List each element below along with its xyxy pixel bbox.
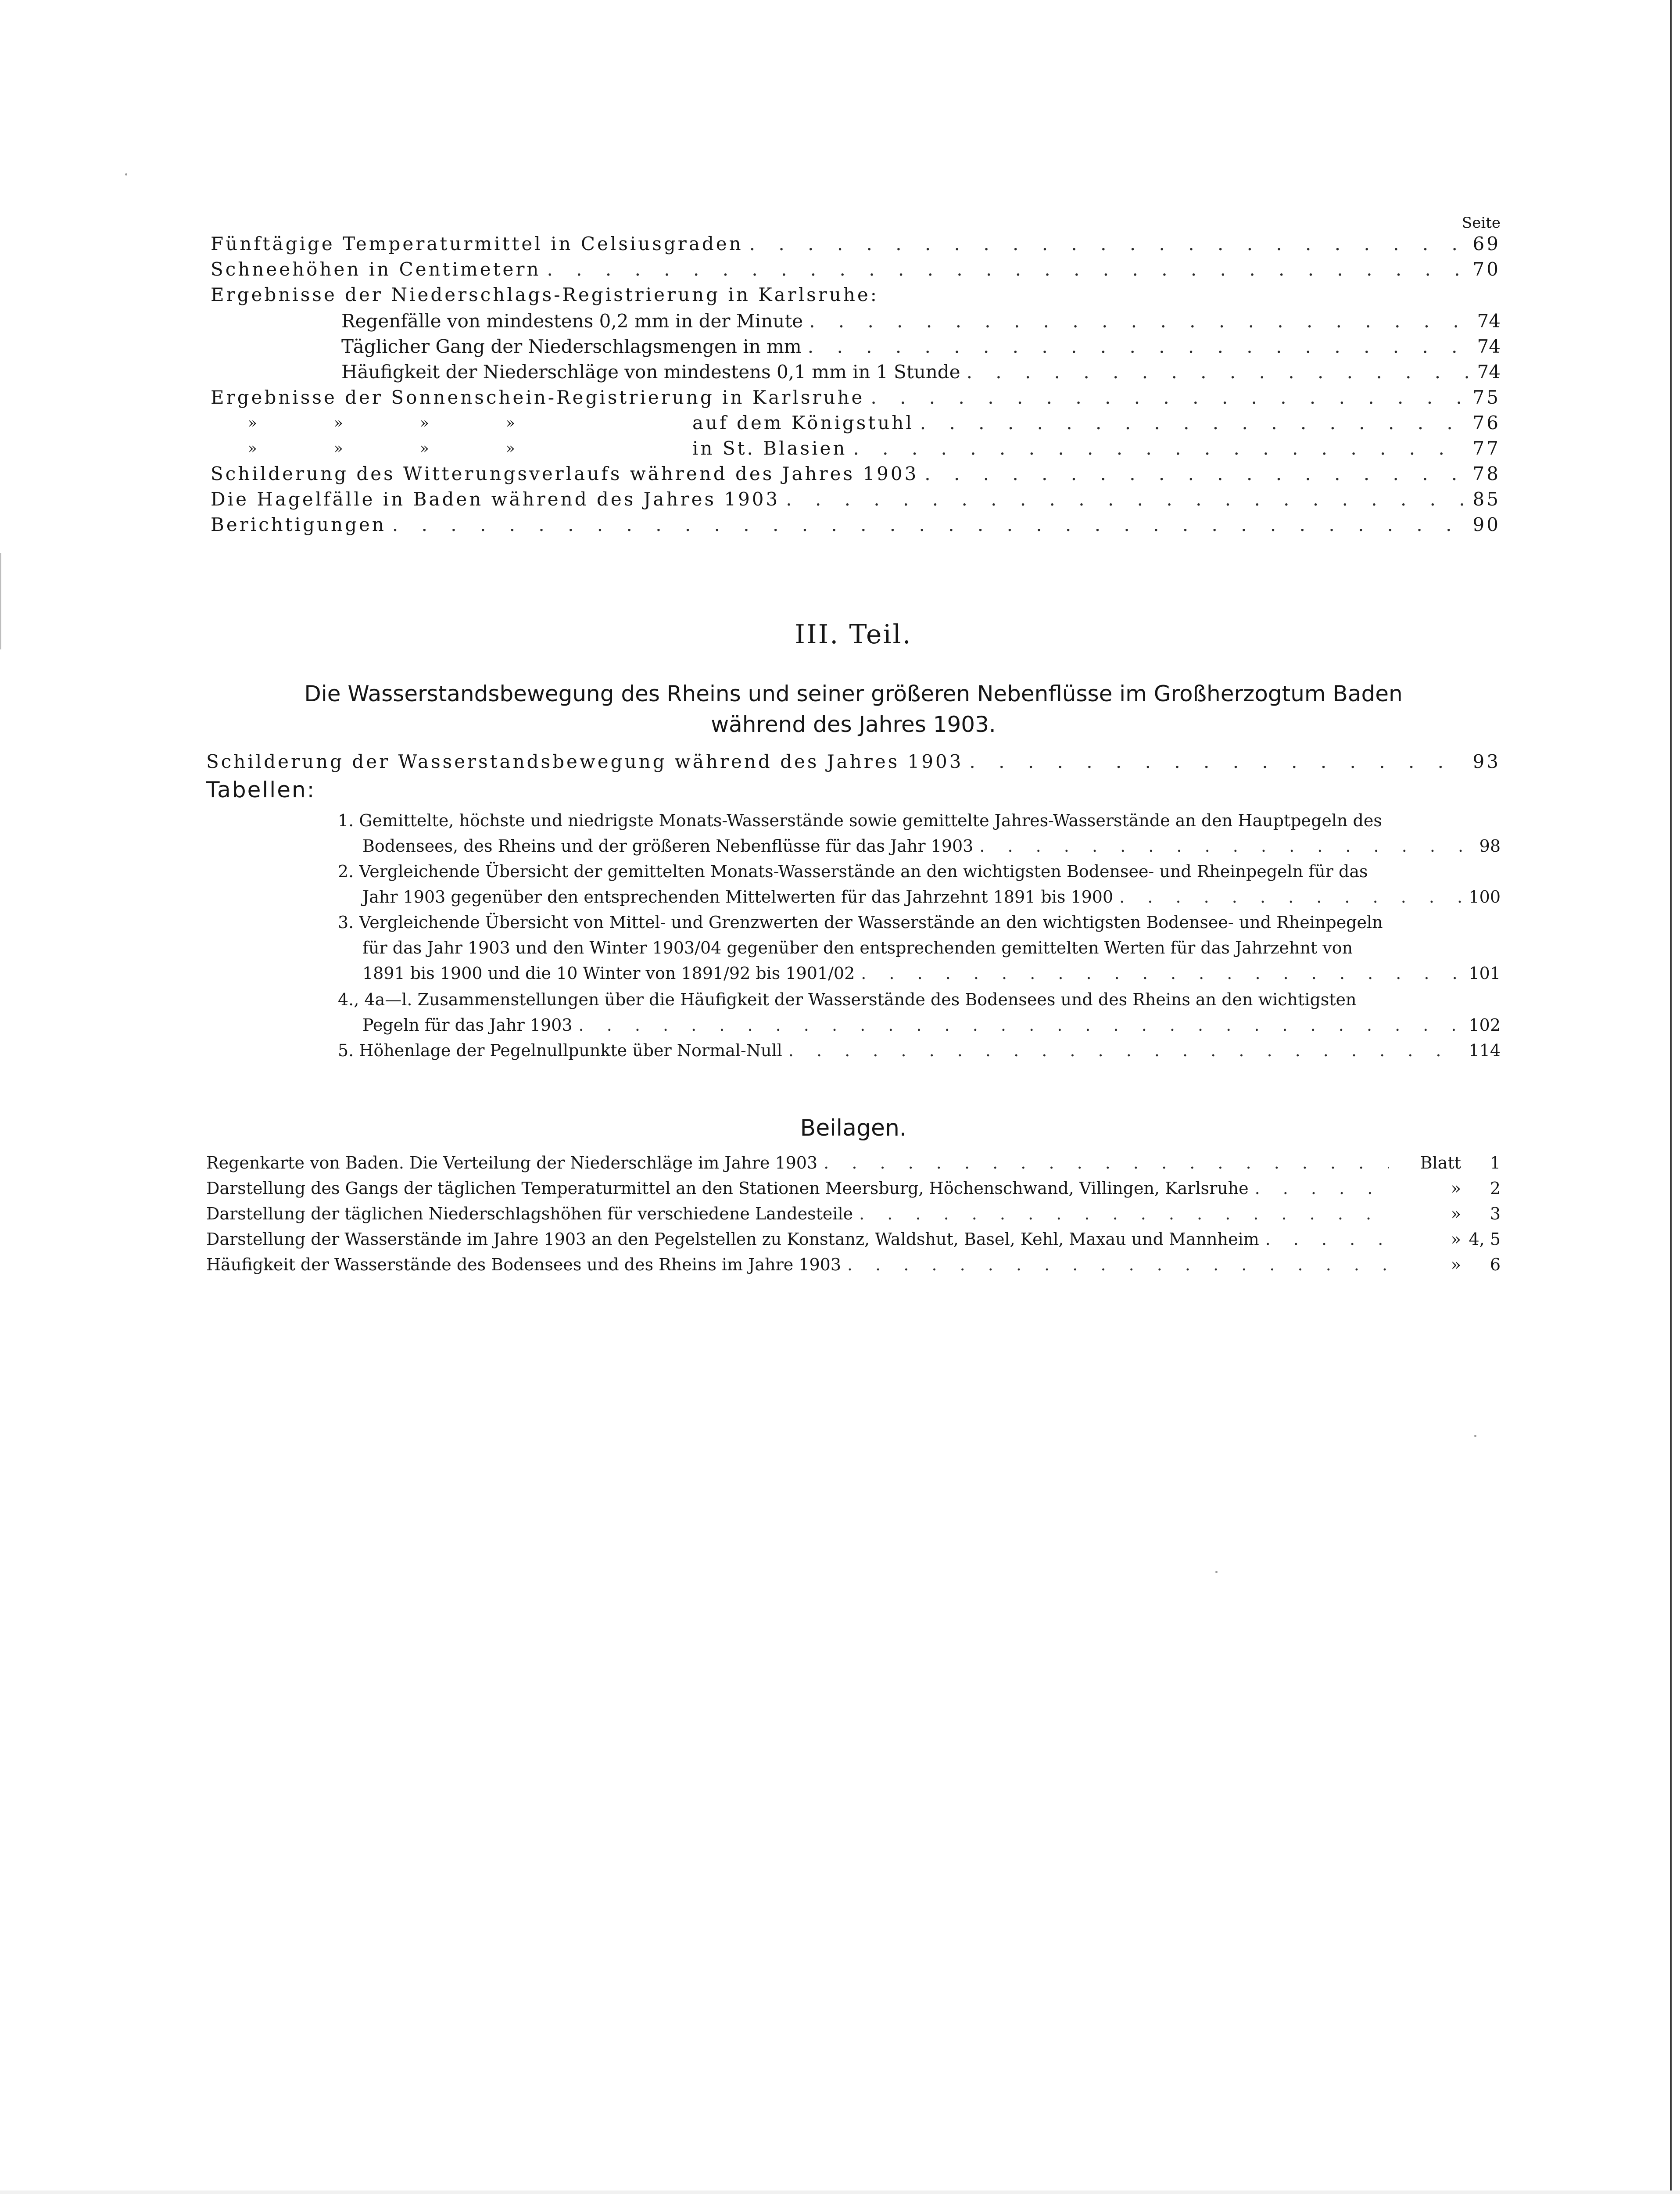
toc-entry-text: Ergebnisse der Sonnenschein-Registrierung in Karlsruhe	[211, 387, 865, 408]
ditto-mark: »	[334, 440, 343, 457]
table-entry-line: 4., 4a—l. Zusammenstellungen über die Häufigkeit der Wasserstände des Bodensees und des Rheins an den wichtigsten	[338, 990, 1357, 1009]
leader-dots	[859, 1201, 1389, 1226]
table-entry	[362, 1013, 1501, 1037]
supplement-entry	[206, 1151, 1501, 1175]
toc-entry	[211, 385, 1501, 410]
leader-dots	[1265, 1227, 1389, 1251]
table-entry-line: 1. Gemittelte, höchste und niedrigste Monats-Wasserstände sowie gemittelte Jahres-Wasserstände an den Hauptpegeln des	[338, 811, 1382, 830]
table-entry-text: Bodensees, des Rheins und der größeren Nebenflüsse für das Jahr 1903	[362, 836, 974, 856]
table-entry-line: 3. Vergleichende Übersicht von Mittel- und Grenzwerten der Wasserstände an den wichtigsten Bodensee- und Rheinpegeln	[338, 913, 1383, 932]
beilagen-heading: Beilagen.	[800, 1115, 907, 1141]
toc-page-number: 93	[1472, 751, 1501, 772]
toc-subentry	[341, 334, 1501, 359]
toc-entry	[211, 283, 1501, 307]
supplement-text: Darstellung der täglichen Niederschlagshöhen für verschiedene Landesteile	[206, 1204, 853, 1223]
leader-dots	[809, 309, 1471, 333]
toc-entry	[211, 487, 1501, 512]
part-title-line: während des Jahres 1903.	[711, 712, 996, 737]
leader-dots	[861, 961, 1462, 986]
leader-dots	[749, 232, 1467, 256]
supplement-text: Darstellung des Gangs der täglichen Temperaturmittel an den Stationen Meersburg, Höchenschwand, Villingen, Karlsruhe	[206, 1179, 1249, 1198]
ditto-marks	[248, 411, 592, 435]
ditto-mark: »	[248, 440, 257, 457]
toc-entry	[692, 436, 1501, 461]
table-entry	[362, 834, 1501, 858]
supplement-sheet: 3	[1490, 1204, 1501, 1223]
leader-dots	[547, 257, 1466, 282]
table-entry-line: für das Jahr 1903 und den Winter 1903/04 gegenüber den entsprechenden gemittelten Werten für das Jahrzehnt von	[362, 938, 1353, 957]
supplement-marker: »	[1451, 1255, 1461, 1274]
toc-entry	[211, 232, 1501, 256]
toc-subentry	[341, 309, 1501, 333]
table-entry	[362, 961, 1501, 986]
toc-entry	[211, 257, 1501, 282]
leader-dots	[1119, 885, 1462, 909]
toc-entry-text: Die Hagelfälle in Baden während des Jahres 1903	[211, 488, 780, 510]
leader-dots	[920, 411, 1467, 435]
leader-dots	[853, 436, 1466, 461]
ditto-mark: »	[420, 414, 429, 432]
toc-page-number: 85	[1472, 488, 1501, 510]
supplement-sheet: 6	[1490, 1255, 1501, 1274]
part-title-line: Die Wasserstandsbewegung des Rheins und seiner größeren Nebenflüsse im Großherzogtum Baden	[304, 681, 1403, 706]
toc-page-number: 74	[1477, 336, 1501, 357]
table-entry	[338, 1038, 1501, 1063]
scan-speck	[1474, 1435, 1476, 1437]
table-entry	[362, 885, 1501, 909]
leader-dots	[870, 385, 1466, 410]
toc-entry-text: Schneehöhen in Centimetern	[211, 258, 541, 280]
table-entry-text: 5. Höhenlage der Pegelnullpunkte über Normal-Null	[338, 1041, 782, 1060]
toc-entry	[211, 513, 1501, 537]
toc-entry	[692, 411, 1501, 435]
leader-dots	[969, 749, 1466, 774]
toc-page-number: 90	[1472, 514, 1501, 535]
toc-subentry	[341, 360, 1501, 384]
toc-entry	[211, 462, 1501, 486]
toc-entry	[206, 749, 1501, 774]
ditto-mark: »	[248, 414, 257, 432]
supplement-marker: »	[1451, 1204, 1461, 1223]
toc-entry-text: in St. Blasien	[692, 437, 847, 459]
toc-entry-text: Ergebnisse der Niederschlags-Registrierung in Karlsruhe:	[211, 284, 879, 305]
leader-dots	[824, 1151, 1389, 1175]
supplement-sheet: 1	[1490, 1153, 1501, 1172]
leader-dots	[924, 462, 1466, 486]
toc-entry-text: Schilderung des Witterungsverlaufs während des Jahres 1903	[211, 463, 919, 484]
toc-page-number: 75	[1472, 387, 1501, 408]
leader-dots	[788, 1038, 1463, 1063]
toc-entry-text: Täglicher Gang der Niederschlagsmengen in mm	[341, 336, 802, 357]
scan-edge-right	[1670, 0, 1672, 2194]
supplement-marker: »	[1451, 1230, 1461, 1249]
leader-dots	[786, 487, 1466, 512]
table-entry-text: 1891 bis 1900 und die 10 Winter von 1891/92 bis 1901/02	[362, 964, 855, 983]
ditto-marks	[248, 436, 592, 461]
supplement-entry	[206, 1176, 1501, 1201]
table-page-number: 101	[1469, 964, 1501, 983]
leader-dots	[847, 1252, 1389, 1277]
table-entry-line: 2. Vergleichende Übersicht der gemittelten Monats-Wasserstände an den wichtigsten Bodensee- und Rheinpegeln für das	[338, 862, 1368, 881]
tabellen-heading: Tabellen:	[206, 777, 316, 803]
supplement-entry	[206, 1201, 1501, 1226]
table-entry-text: Jahr 1903 gegenüber den entsprechenden Mittelwerten für das Jahrzehnt 1891 bis 1900	[362, 887, 1114, 907]
toc-page-number: 76	[1472, 412, 1501, 434]
supplement-marker: »	[1451, 1179, 1461, 1198]
supplement-entry	[206, 1252, 1501, 1277]
toc-entry-text: auf dem Königstuhl	[692, 412, 914, 434]
leader-dots	[1255, 1176, 1389, 1201]
toc-entry-text: Schilderung der Wasserstandsbewegung während des Jahres 1903	[206, 751, 964, 772]
table-page-number: 98	[1479, 836, 1501, 856]
toc-page-number: 74	[1477, 361, 1501, 383]
supplement-marker: Blatt	[1420, 1153, 1461, 1172]
leader-dots	[967, 360, 1471, 384]
toc-entry-text: Häufigkeit der Niederschläge von mindestens 0,1 mm in 1 Stunde	[341, 361, 960, 383]
toc-entry-text: Regenfälle von mindestens 0,2 mm in der Minute	[341, 310, 803, 332]
scan-edge-left	[0, 553, 1, 649]
toc-entry-text: Fünftägige Temperaturmittel in Celsiusgraden	[211, 233, 743, 255]
table-page-number: 100	[1469, 887, 1501, 907]
scan-edge-bottom	[0, 2190, 1680, 2194]
table-entry-text: Pegeln für das Jahr 1903	[362, 1015, 573, 1035]
supplement-text: Darstellung der Wasserstände im Jahre 1903 an den Pegelstellen zu Konstanz, Waldshut, Basel, Kehl, Maxau und Mannheim	[206, 1230, 1259, 1249]
part-heading: III. Teil.	[795, 619, 912, 650]
leader-dots	[808, 334, 1471, 359]
toc-page-number: 74	[1477, 310, 1501, 332]
leader-dots	[392, 513, 1467, 537]
toc-entry-text: Berichtigungen	[211, 514, 386, 535]
toc-page-number: 78	[1472, 463, 1501, 484]
scan-speck	[1215, 1571, 1218, 1573]
toc-page-number: 77	[1472, 437, 1501, 459]
toc-page-number: 69	[1472, 233, 1501, 255]
supplement-text: Regenkarte von Baden. Die Verteilung der Niederschläge im Jahre 1903	[206, 1153, 818, 1172]
page-column-header: Seite	[1461, 214, 1501, 232]
ditto-mark: »	[506, 414, 515, 432]
supplement-sheet: 4, 5	[1469, 1230, 1501, 1249]
toc-page-number: 70	[1472, 258, 1501, 280]
ditto-mark: »	[420, 440, 429, 457]
ditto-mark: »	[334, 414, 343, 432]
scan-speck	[125, 173, 127, 176]
table-page-number: 114	[1469, 1041, 1501, 1060]
supplement-sheet: 2	[1490, 1179, 1501, 1198]
supplement-entry	[206, 1227, 1501, 1251]
supplement-text: Häufigkeit der Wasserstände des Bodensees und des Rheins im Jahre 1903	[206, 1255, 842, 1274]
ditto-mark: »	[506, 440, 515, 457]
leader-dots	[979, 834, 1473, 858]
leader-dots	[579, 1013, 1463, 1037]
table-page-number: 102	[1469, 1015, 1501, 1035]
